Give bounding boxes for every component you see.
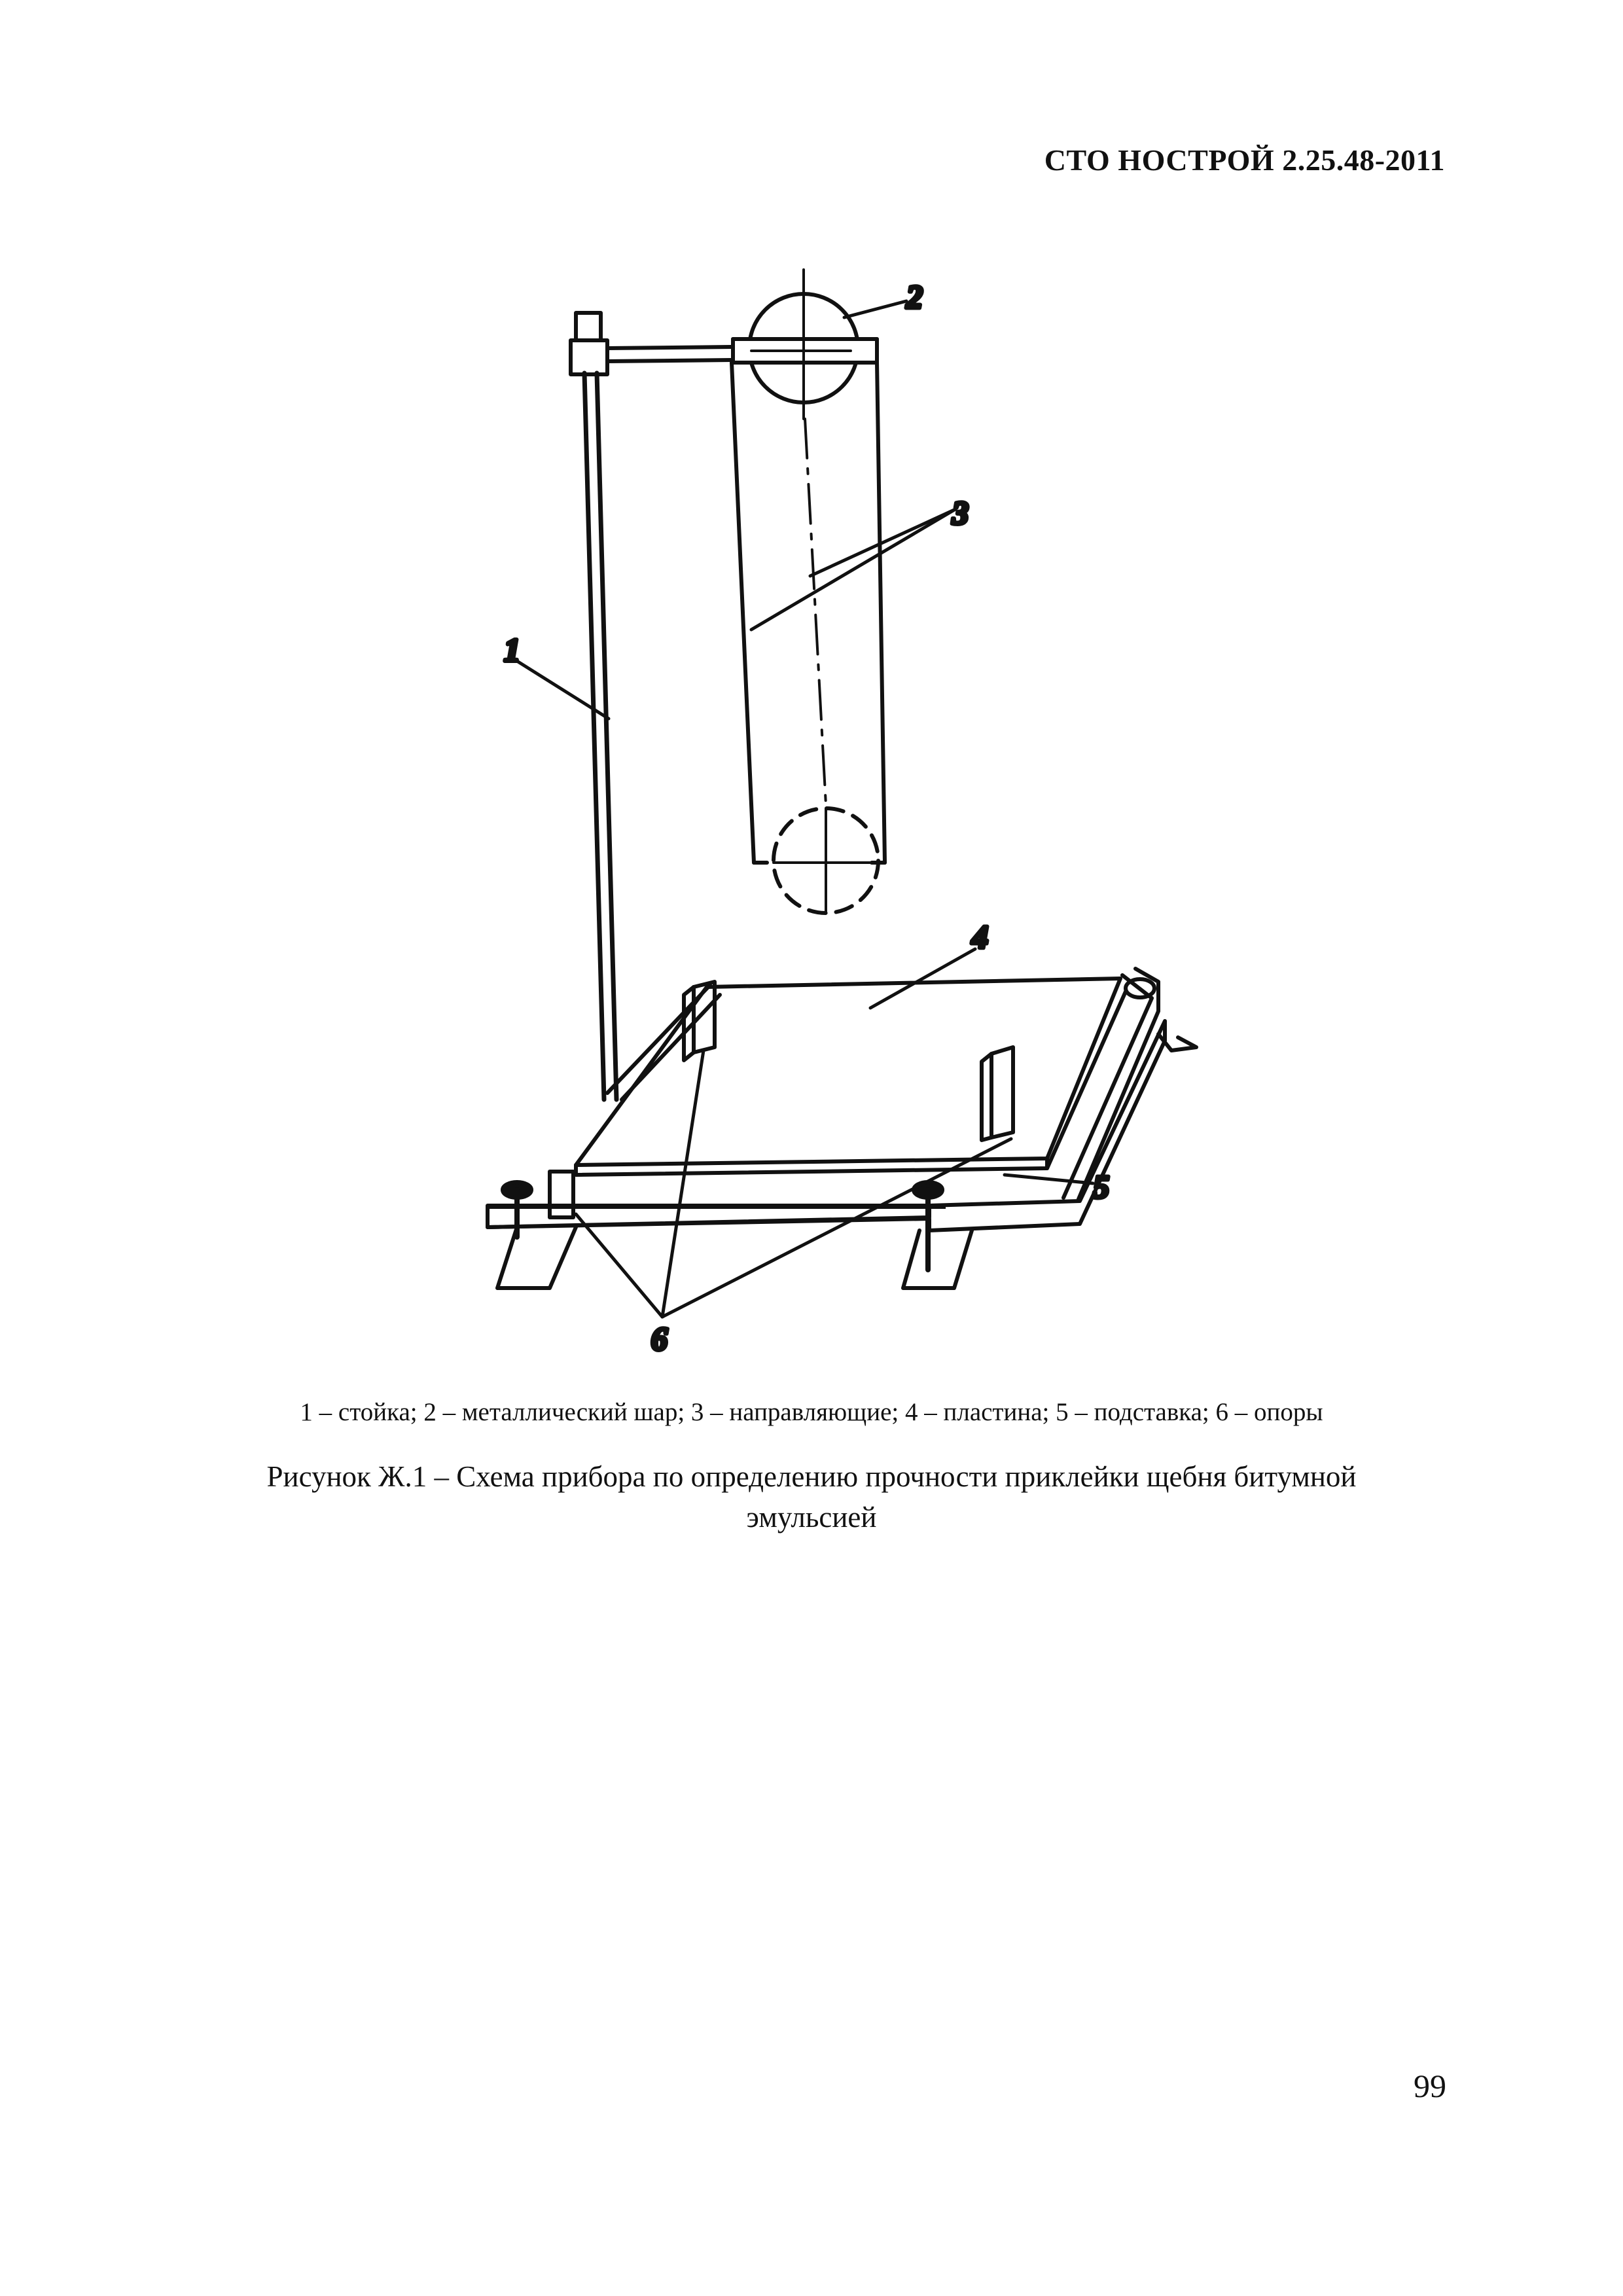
figure-legend: 1 – стойка; 2 – металлический шар; 3 – направляющие; 4 – пластина; 5 – подставка; 6 – опоры (300, 1398, 1323, 1426)
label-3: 3 (952, 494, 969, 531)
stand-post (571, 313, 616, 1100)
stand-arm (607, 347, 732, 361)
label-1: 1 (504, 632, 520, 668)
label-6: 6 (651, 1320, 668, 1357)
document-code-header: СТО НОСТРОЙ 2.25.48-2011 (1044, 143, 1445, 177)
label-2: 2 (906, 278, 923, 315)
metal-ball-bottom-dashed (774, 808, 878, 913)
base-frame (488, 969, 1196, 1288)
figure-caption-line-2: эмульсией (746, 1501, 877, 1534)
page-number: 99 (1414, 2068, 1446, 2104)
figure-caption (196, 1456, 1427, 1537)
metal-ball-top (733, 270, 877, 419)
label-5: 5 (1093, 1168, 1109, 1205)
label-4: 4 (972, 918, 988, 955)
plate (576, 978, 1126, 1175)
guide-tube (732, 363, 885, 863)
figure-caption-line-1: Рисунок Ж.1 – Схема прибора по определению прочности приклейки щебня битумной (266, 1460, 1357, 1493)
